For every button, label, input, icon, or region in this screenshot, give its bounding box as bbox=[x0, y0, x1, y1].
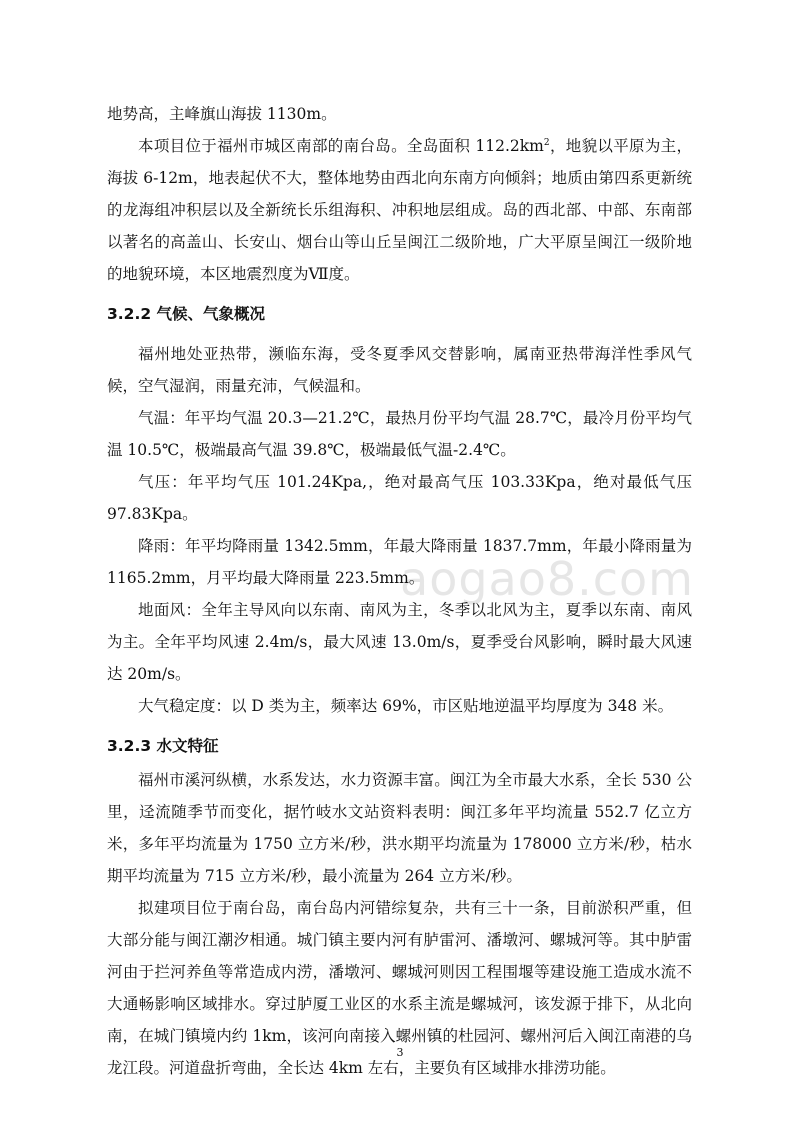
heading-climate: 3.2.2 气候、气象概况 bbox=[107, 305, 266, 323]
superscript-squared: 2 bbox=[543, 137, 550, 148]
paragraph-hydrology-2: 拟建项目位于南台岛，南台岛内河错综复杂，共有三十一条，目前淤积严重，但大部分能与闽江潮汐相通。城门镇主要内河有胪雷河、潘墩河、螺城河等。其中胪雷河由于拦河养鱼等常造成内涝，潘墩河、螺城河则因工程围堰等建设施工造成水流不大通畅影响区域排水。穿过胪厦工业区的水系主流是螺城河，该发源于排下，从北向南，在城门镇境内约 1km，该河向南接入螺州镇的杜园河、螺州河后入闽江南港的乌龙江段。河道盘折弯曲，全长达 4km 左右，主要负有区域排水排涝功能。 bbox=[107, 899, 692, 1077]
paragraph-pressure: 气压：年平均气压 101.24Kpa,，绝对最高气压 103.33Kpa，绝对最低气压 97.83Kpa。 bbox=[107, 473, 692, 523]
document-body bbox=[107, 98, 692, 1084]
paragraph-top: 地势高，主峰旗山海拔 1130m。 bbox=[107, 105, 337, 123]
paragraph-hydrology-1: 福州市溪河纵横，水系发达，水力资源丰富。闽江为全市最大水系，全长 530 公里，迳流随季节而变化，据竹岐水文站资料表明：闽江多年平均流量 552.7 亿立方米，多年平均流量为 1750 立方米/秒，洪水期平均流量为 178000 立方米/秒，枯水期平均流量为 715 立方米/秒，最小流量为 264 立方米/秒。 bbox=[107, 771, 692, 885]
heading-hydrology: 3.2.3 水文特征 bbox=[107, 737, 219, 755]
paragraph-location-part2: ，地貌以平原为主，海拔 6-12m，地表起伏不大，整体地势由西北向东南方向倾斜；地质由第四系更新统的龙海组冲积层以及全新统长乐组海积、冲积地层组成。岛的西北部、中部、东南部以著名的高盖山、长安山、烟台山等山丘呈闽江二级阶地，广大平原呈闽江一级阶地的地貌环境，本区地震烈度为Ⅶ度。 bbox=[107, 137, 692, 283]
watermark: aogao8.com bbox=[400, 552, 694, 606]
paragraph-temperature: 气温：年平均气温 20.3—21.2℃，最热月份平均气温 28.7℃，最冷月份平均气温 10.5℃，极端最高气温 39.8℃，极端最低气温-2.4℃。 bbox=[107, 409, 692, 459]
page-number: 3 bbox=[396, 1046, 404, 1059]
paragraph-rainfall: 降雨：年平均降雨量 1342.5mm，年最大降雨量 1837.7mm，年最小降雨量为 1165.2mm，月平均最大降雨量 223.5mm。 bbox=[107, 537, 692, 587]
paragraph-wind: 地面风：全年主导风向以东南、南风为主，冬季以北风为主，夏季以东南、南风为主。全年平均风速 2.4m/s，最大风速 13.0m/s，夏季受台风影响，瞬时最大风速达 20m/s。 bbox=[107, 601, 692, 683]
paragraph-stability: 大气稳定度：以 D 类为主，频率达 69%，市区贴地逆温平均厚度为 348 米。 bbox=[138, 697, 674, 715]
paragraph-location bbox=[107, 130, 692, 290]
paragraph-location-part1: 本项目位于福州市城区南部的南台岛。全岛面积 112.2km bbox=[138, 137, 544, 155]
paragraph-climate-intro: 福州地处亚热带，濒临东海，受冬夏季风交替影响，属南亚热带海洋性季风气候，空气湿润，雨量充沛，气候温和。 bbox=[107, 345, 692, 395]
